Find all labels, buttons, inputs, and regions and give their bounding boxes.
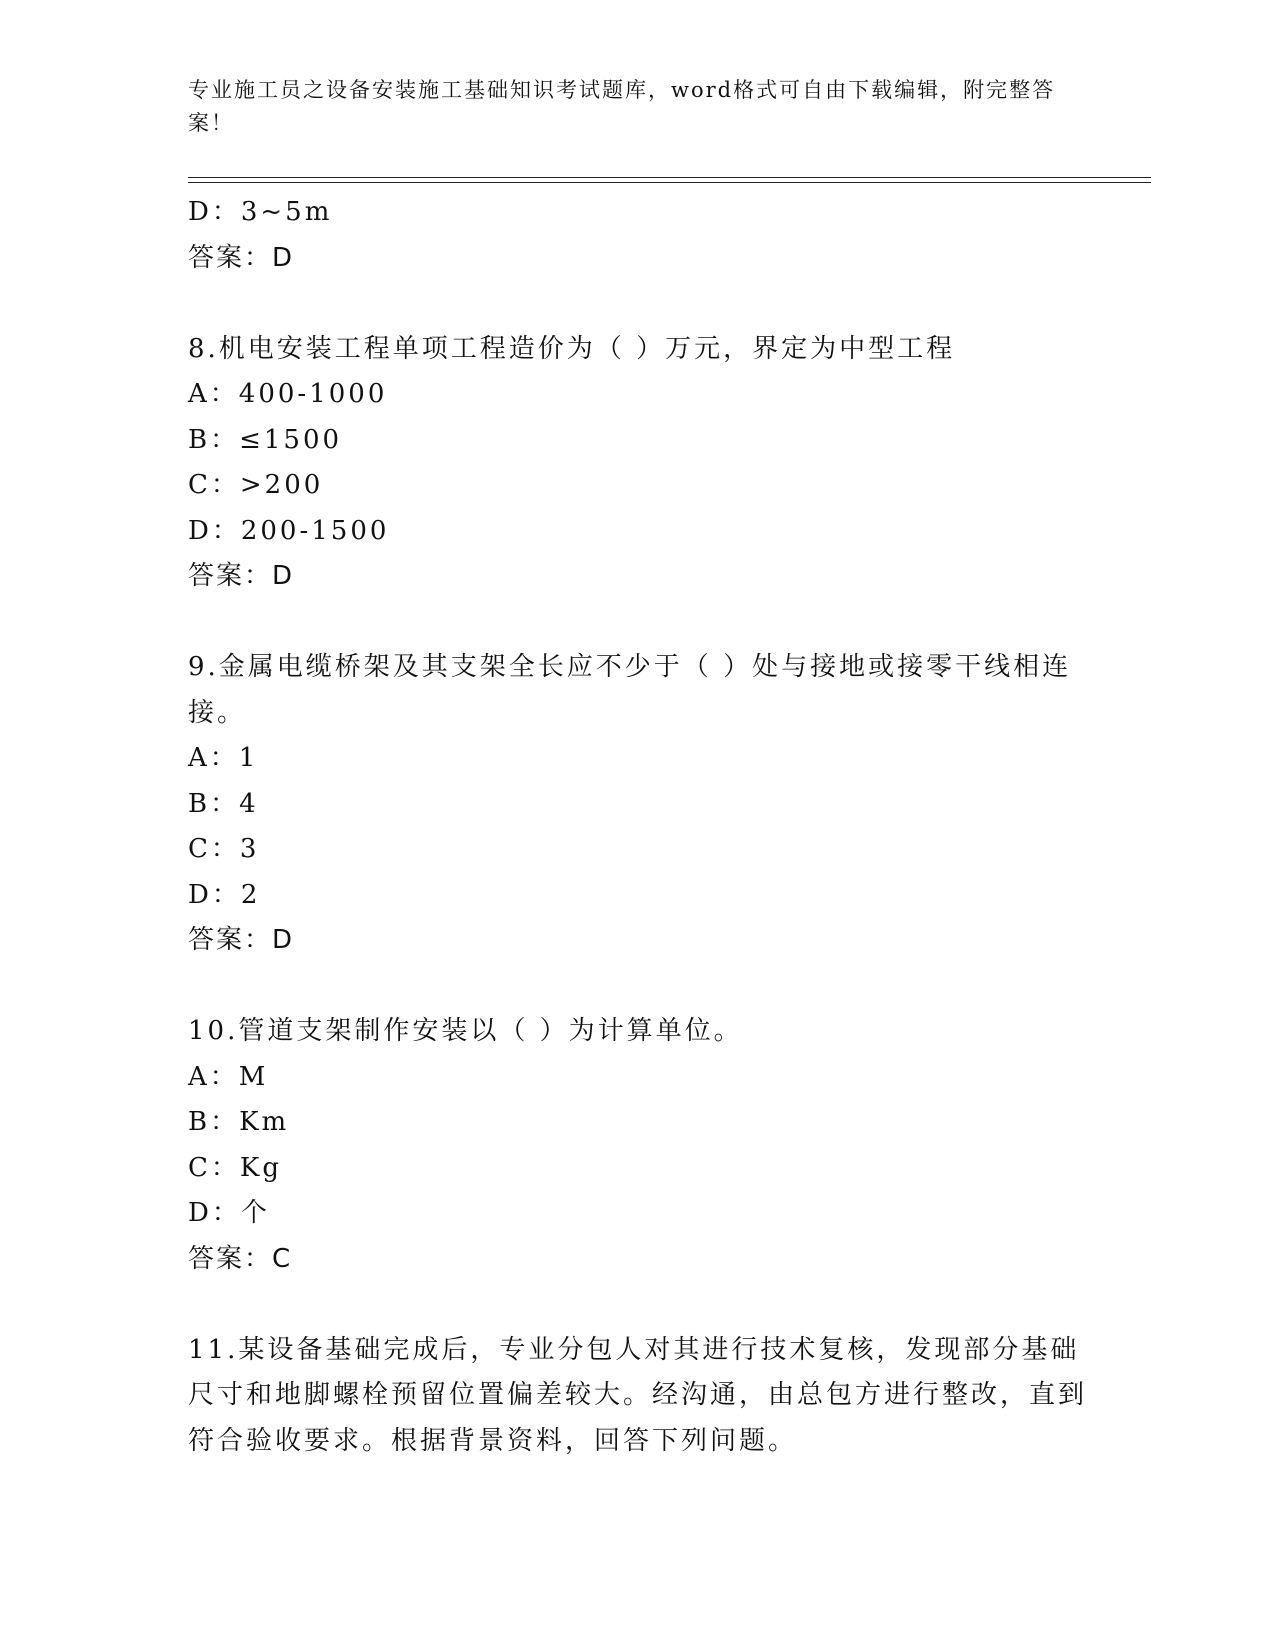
option-b: B：Km <box>188 1107 290 1137</box>
option-c: C：3 <box>188 834 260 864</box>
question-10 <box>188 1009 1088 1282</box>
option-d: D：2 <box>188 879 261 910</box>
answer-line: 答案：C <box>188 1243 293 1274</box>
question-stem: 8.机电安装工程单项工程造价为（ ）万元，界定为中型工程 <box>188 333 956 364</box>
spacer <box>188 1282 1088 1328</box>
document-header: 专业施工员之设备安装施工基础知识考试题库，word格式可自由下载编辑，附完整答案！ <box>188 78 1056 135</box>
question-11 <box>188 1328 1088 1465</box>
option-b: B：4 <box>188 788 259 819</box>
option-b: B：≤1500 <box>188 424 343 455</box>
option-d: D：3~5m <box>188 197 333 227</box>
document-body <box>188 190 1088 1464</box>
question-9 <box>188 645 1088 964</box>
answer-line: 答案：D <box>188 561 295 591</box>
header-divider-bottom <box>188 182 1151 183</box>
spacer <box>188 281 1088 327</box>
option-a: A：400-1000 <box>188 379 388 409</box>
spacer <box>188 964 1088 1010</box>
question-8 <box>188 327 1088 600</box>
header-divider-top <box>188 177 1151 178</box>
question-stem: 10.管道支架制作安装以（ ）为计算单位。 <box>188 1016 743 1046</box>
spacer <box>188 600 1088 646</box>
option-c: C：Kg <box>188 1152 282 1183</box>
question-7-tail <box>188 190 1088 281</box>
option-a: A：M <box>188 1061 269 1092</box>
answer-line: 答案：D <box>188 242 295 273</box>
question-stem: 11.某设备基础完成后，专业分包人对其进行技术复核，发现部分基础尺寸和地脚螺栓预留位置偏差较大。经沟通，由总包方进行整改，直到符合验收要求。根据背景资料，回答下列问题。 <box>188 1334 1088 1456</box>
option-a: A：1 <box>188 743 259 773</box>
option-d: D：200-1500 <box>188 515 390 546</box>
option-d: D：个 <box>188 1198 270 1228</box>
answer-line: 答案：D <box>188 925 295 955</box>
question-stem: 9.金属电缆桥架及其支架全长应不少于（ ）处与接地或接零干线相连接。 <box>188 652 1072 728</box>
option-c: C：>200 <box>188 470 324 500</box>
